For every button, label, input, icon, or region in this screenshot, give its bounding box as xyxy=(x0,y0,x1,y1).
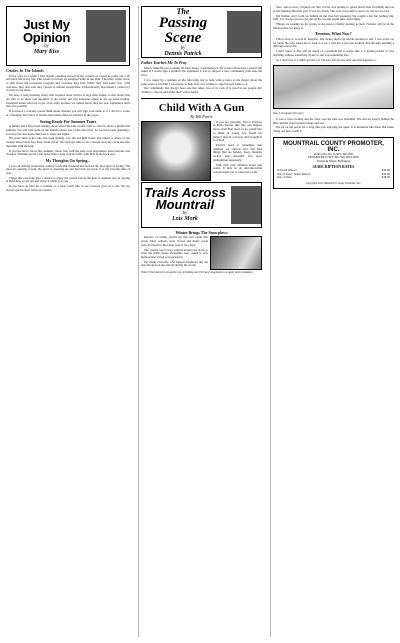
passing-scene-logo xyxy=(141,6,262,58)
logo-line-2: Mountrail xyxy=(155,197,215,213)
column-the-passing-scene xyxy=(138,6,262,637)
photo-caption: Other tribal dancers are active too, including one (Vernon) imaginative on apply and colleagues. xyxy=(141,270,254,275)
article-body xyxy=(6,125,130,157)
article-body xyxy=(6,75,130,118)
paragraph: A family and I have been talking about where the kids would come to visit for about a month this summer. We will visit some of the islands where one of the kids lives. So we have been planning a road trip but also some time just to enjoy the sights. xyxy=(6,124,130,136)
section-subhead: Tourism, What Now? xyxy=(315,31,352,37)
paragraph: Parents need to remember that children are curious and will find things that are hidden. Keep firearms locked and unloaded and store ammunition separately. xyxy=(213,143,262,162)
divider xyxy=(141,98,262,99)
logo-author: Lois Mork xyxy=(172,216,198,223)
section-subhead: Cruises In The Islands xyxy=(6,68,44,73)
logo-author: Dennis Patrick xyxy=(164,51,202,57)
paragraph: The county road crews worked around the clock to clear the main routes. Residents were asked to stay home unless travel was necessary. xyxy=(141,247,208,259)
paragraph: If you have a concern, please think about whether you will sign your name to it. I am not a writer or a designer but I have to realize that names must be attached to the pages. xyxy=(6,109,130,117)
article-photo xyxy=(273,65,394,109)
column-just-my-opinion xyxy=(6,6,130,637)
paragraph: This is how it. A.A.D.D. happens. The dealer shows up and he decides to sell. I was at the car lot when the lady asked me to look at a car. I told her I was just looking and she kept pushing a different one at me. xyxy=(273,37,394,49)
author-photo xyxy=(86,10,126,62)
paragraph: I was out driving around the country roads this weekend and noticed the first signs of spring. The trees are starting to bud, the grass is greening up and the birds are back. It is my favorite time of year. xyxy=(6,163,130,175)
logo-line-1: Just My xyxy=(23,16,70,32)
paragraph: We spent time at the lake and went fishing, saw the old light house and talked to many of the owners about ideas they have about travel. We even got time to see a movie and play cards late into the night with the kids. xyxy=(6,136,130,148)
section-subhead: My Thoughts On Spring... xyxy=(45,157,91,163)
paragraph: We sat on the porch for a long time just enjoying the quiet. It is moments like these that make living out here worth it. xyxy=(273,125,394,134)
paragraph: If you decide to travel this summer, check first with the state road department about detours and closures. Nothing spoils a trip faster than a long wait in traffic with kids in the back seat. xyxy=(6,148,130,157)
rate-label: Out of State / North Dakota xyxy=(277,171,311,176)
logo-by: by xyxy=(180,46,186,51)
subscription-rates xyxy=(277,169,390,180)
column-right xyxy=(270,6,394,637)
rate-value: $48.00 xyxy=(381,175,390,180)
masthead-line: Publication No. (USPS 366-760) xyxy=(313,151,354,156)
paragraph: My brother and I went ice fishing on the river last weekend. We caught a few but nothing big. Still, it is always good to get out on the ice and spend time with family. xyxy=(273,13,394,22)
section-subhead: Winter Brings The Snowplows xyxy=(175,229,228,235)
copyright: Copyright 2012 Mountrail County Promoter, Inc. xyxy=(305,181,362,185)
article-body xyxy=(6,165,130,193)
publication-masthead xyxy=(273,137,394,189)
paragraph: I don't know if this will be much of a problem but it seems like it is getting harder to buy anything without somebody trying to sell you something else. xyxy=(273,49,394,57)
article-byline: By Bill Parrie xyxy=(190,113,213,119)
subscription-heading: SUBSCRIPTION RATES xyxy=(312,165,355,169)
paragraph: Mayor Mike Brown, looking off Park Street, a gentleman at the corner offered me a pencil and asked if I would sign a petition. He explained it was to support a new community park near the river. xyxy=(141,65,262,77)
just-my-opinion-logo xyxy=(6,6,130,66)
logo-line-2: Opinion xyxy=(23,29,70,45)
newspaper-page xyxy=(6,6,394,637)
masthead-line: Wanda & Marty, Publishers xyxy=(316,158,351,163)
rate-value: $40.00 xyxy=(381,168,390,172)
paragraph: It was a clear evening and the view over the lake was beautiful. The sun set slowly behind the hills and the water turned orange and red. xyxy=(273,116,394,125)
paragraph: Sure, who is next. I figured out that I never was getting to spend much time in fishing the rest of the summer. But this year it was too much. The road was tough to drive on, but not too bad. xyxy=(273,6,394,13)
paragraph: I hope that everyone gets a chance to enjoy the season before the heat of summer sets in. Spring is short here so get out and enjoy it while you can. xyxy=(6,175,130,184)
paragraph: Talk with your children about gun safety. It may be an uncomfortable conversation, but it could save a life. xyxy=(213,162,262,175)
article-body xyxy=(273,38,394,62)
author-photo xyxy=(227,11,261,53)
paragraph: If you are traveling, Fun to Explore in Park. Stories like this one happen more often than most of us would like to think. A young boy found his father's gun in a drawer and brought it to school. xyxy=(213,120,262,143)
paragraph: Our community has always been one that takes care of its own. It is good to see people still willing to step up and make their voices heard. xyxy=(141,86,262,94)
paragraph: I was asked by a resident on the following day to help write a letter to the mayor about the same issue. I told him I was happy to help if he was willing to sign his own name to it. xyxy=(141,77,262,86)
paragraph: We have a long standing policy that requires letter writers to sign their names so that letters that are sent to us show real thoughts of the writer, not just someone trying to stir up some trouble. Unsigned letters tend not to get a fair reply because we cannot know they are real. Signatures don't just sort possibly. xyxy=(6,93,130,109)
paragraph: If you have an idea for a column or a topic you'd like to see covered, give us a call. We are always glad to hear from our readers. xyxy=(6,184,130,192)
masthead-title: MOUNTRAIL COUNTY PROMOTER, INC. xyxy=(283,140,384,153)
logo-line-2: Passing xyxy=(158,15,208,31)
rate-label: In North Dakota xyxy=(277,168,297,172)
logo-line-1: Trails Across xyxy=(144,185,226,201)
logo-by: by xyxy=(182,211,188,217)
photo-caption: Now I recognize this man! xyxy=(273,111,304,116)
logo-author: Mary Kiss xyxy=(33,48,60,55)
article-body xyxy=(141,236,262,271)
paragraph: We thank everyone who helped neighbors dig out and checked on the elderly during the storm. xyxy=(141,259,208,268)
masthead-line: PROMOTER (USPS 366-760) 0001-0000 xyxy=(308,155,359,160)
section-subhead: Father Teaches Me To Pray xyxy=(141,60,187,65)
rate-value: $44.00 xyxy=(381,171,390,176)
article-body xyxy=(273,6,394,30)
paragraph: Reports of winter storms hit the area again this week. Most schools were closed and many roads were blocked for the better part of two days. xyxy=(141,236,208,247)
article-body xyxy=(273,118,394,134)
trails-across-mountrail-logo xyxy=(141,182,262,228)
article-photo xyxy=(141,121,211,181)
logo-line-3: Scene xyxy=(164,30,202,46)
paragraph: Things are looking up for spring as the snow is finally starting to melt. Farmers will be in the fields before we know it. xyxy=(273,22,394,30)
paragraph: Every once in a while I find myself planning myself in my column as I need to prune out a bit and have fun in my life. This week I received an unsigned letter in the mail. The letter writer wrote to talk about the recreation program and concerns they had. While they had some very valid concerns, they also said they choose to remain anonymous. Unfortunately, that means I cannot try to reply to the letter. xyxy=(6,73,130,93)
article-photo xyxy=(210,236,262,270)
author-photo xyxy=(231,186,261,224)
section-subhead: Seeing Ready For Summer Tours xyxy=(39,118,97,124)
article-body xyxy=(141,67,262,95)
article-headline: Child With A Gun xyxy=(158,101,245,114)
logo-line-1: The xyxy=(176,7,190,16)
paragraph: So I don't buy it, I didn't get the car. I'm sure I'm not the only one this happens to. xyxy=(276,57,377,62)
logo-by: by xyxy=(44,43,49,49)
rate-label: Out of State xyxy=(277,175,292,180)
article-body xyxy=(141,121,262,182)
